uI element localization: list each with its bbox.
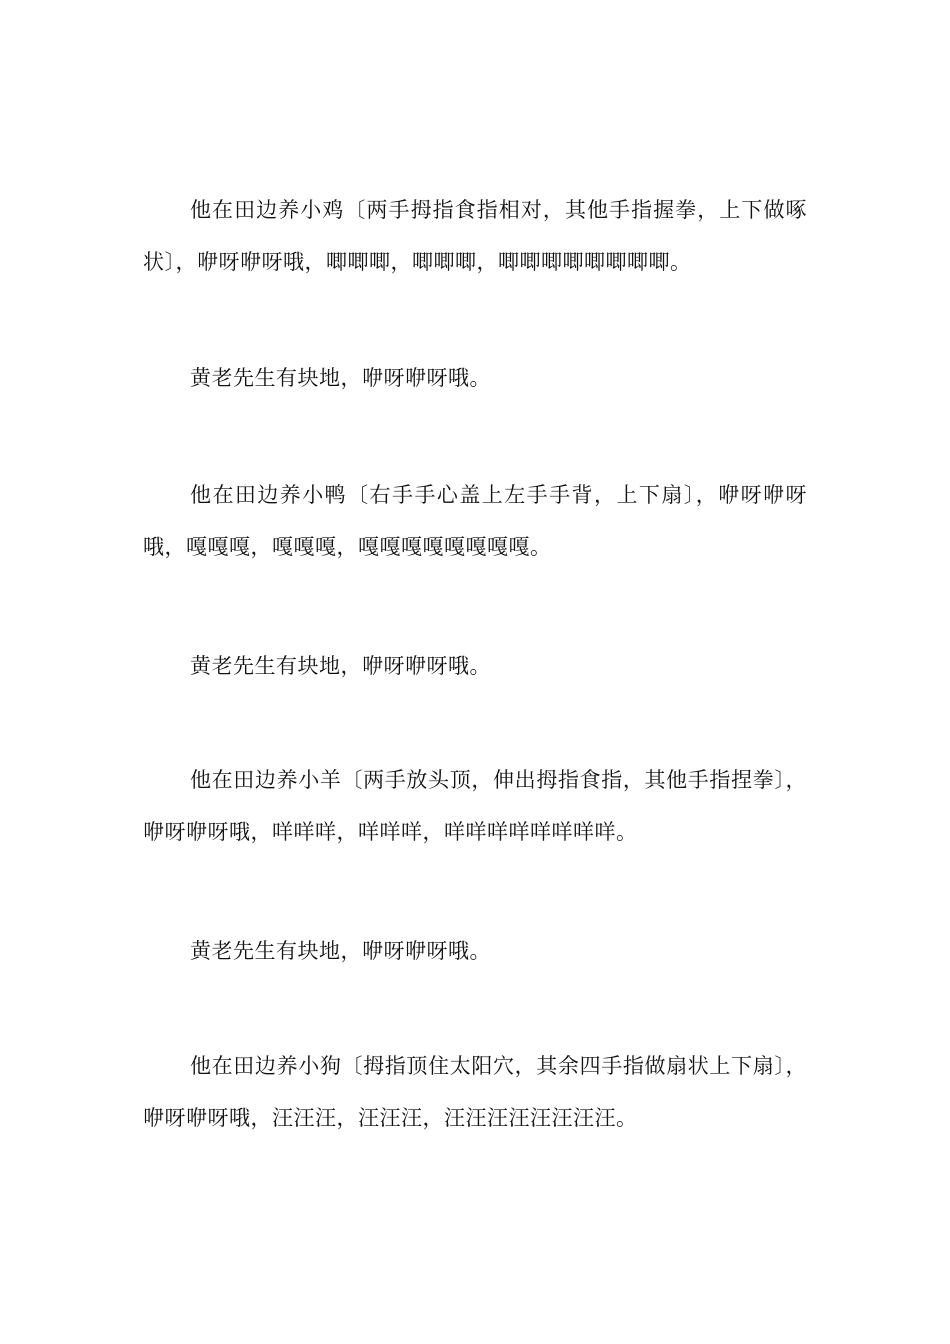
paragraph-duck-verse: 他在田边养小鸭〔右手手心盖上左手手背，上下扇〕，咿呀咿呀哦，嘎嘎嘎，嘎嘎嘎，嘎嘎嘎嘎嘎嘎嘎嘎。 [143, 483, 807, 559]
paragraph-refrain: 黄老先生有块地，咿呀咿呀哦。 [190, 939, 491, 963]
paragraph-sheep-verse: 他在田边养小羊〔两手放头顶，伸出拇指食指，其他手指捏拳〕，咿呀咿呀哦，咩咩咩，咩咩咩，咩咩咩咩咩咩咩咩。 [143, 768, 807, 844]
paragraph-chicken-verse: 他在田边养小鸡〔两手拇指食指相对，其他手指握拳，上下做啄状〕，咿呀咿呀哦，唧唧唧，唧唧唧，唧唧唧唧唧唧唧唧。 [143, 198, 807, 274]
paragraph-dog-verse: 他在田边养小狗〔拇指顶住太阳穴，其余四手指做扇状上下扇〕，咿呀咿呀哦，汪汪汪，汪汪汪，汪汪汪汪汪汪汪汪。 [143, 1054, 807, 1130]
paragraph-refrain: 黄老先生有块地，咿呀咿呀哦。 [190, 654, 491, 678]
paragraph-refrain: 黄老先生有块地，咿呀咿呀哦。 [190, 366, 491, 390]
